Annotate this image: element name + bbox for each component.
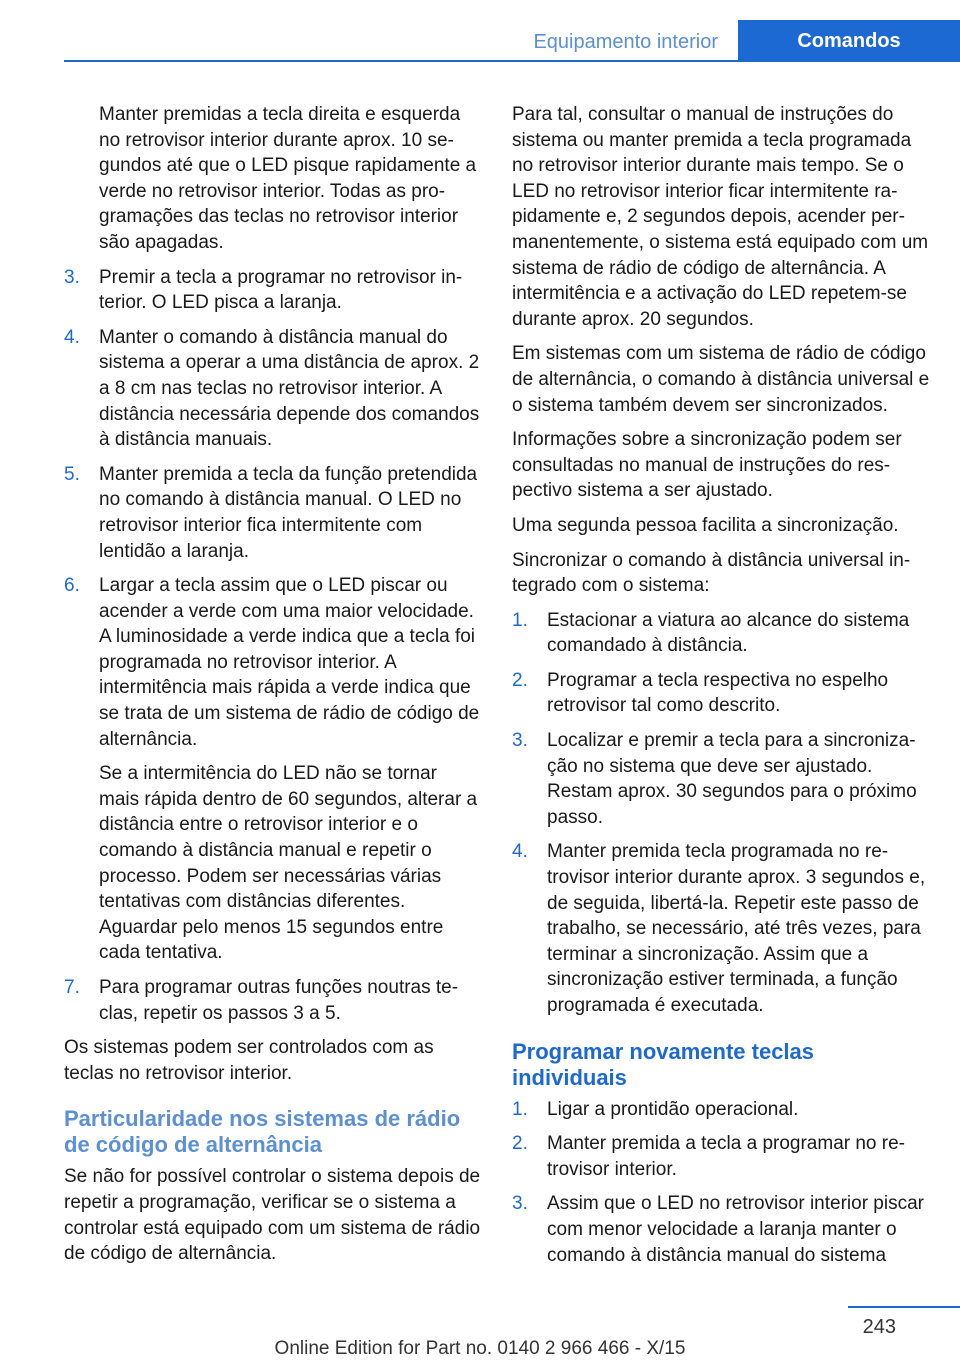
section-subheading: Particularidade nos sistemas de rádio de código de alternância — [64, 1106, 461, 1158]
step-text: Manter premida a tecla da função pretendida no comando à distância manual. O LED no retrovisor interior fica intermitente com lentidão a laranja. — [99, 463, 478, 562]
list-item — [512, 1097, 930, 1123]
left-column — [64, 102, 482, 1276]
step-text: Premir a tecla a programar no retrovisor interior. O LED pisca a laranja. — [99, 266, 463, 314]
list-item — [512, 1191, 930, 1268]
page-header — [0, 0, 960, 62]
step-text: Manter premida tecla programada no retrovisor interior durante aprox. 3 segundos e, de seguida, libertá-la. Repetir este passo de trabalho, se necessário, até três vezes, para terminar a sincronização. Assim que a sincronização estiver terminada, a função programada é executada. — [547, 841, 926, 1016]
step-text: Para programar outras funções noutras teclas, repetir os passos 3 a 5. — [99, 977, 459, 1024]
step-number: 6. — [64, 575, 80, 597]
subheading-paragraph: Se não for possível controlar o sistema depois de repetir a programação, verificar se o sistema a controlar está equipado com um sistema de rádio de código de alternância. — [64, 1166, 481, 1265]
list-item — [64, 265, 482, 316]
step-text: Localizar e premir a tecla para a sincronização no sistema que deve ser ajustado. Restam aprox. 30 segundos para o próximo passo. — [547, 730, 917, 828]
step-number: 2. — [512, 669, 528, 691]
programming-steps — [64, 265, 482, 1027]
list-item — [64, 325, 482, 453]
step-text: Ligar a prontidão operacional. — [547, 1098, 799, 1120]
step-number: 3. — [512, 730, 528, 752]
list-item — [512, 839, 930, 1018]
step-number: 3. — [512, 1193, 528, 1215]
step-continuation: Se a intermitência do LED não se tornar mais rápida dentro de 60 segundos, alterar a distância entre o retrovisor interior e o comando à distância manual e repetir o processo. Podem ser necessárias várias tentativas com distâncias diferentes. Aguardar pelo menos 15 segundos entre cada tentativa. — [99, 763, 478, 964]
step-number: 5. — [64, 463, 80, 485]
body-paragraph: Sincronizar o comando à distância universal integrado com o sistema: — [512, 549, 911, 597]
body-paragraph: Para tal, consultar o manual de instruções do sistema ou manter premida a tecla programada no retrovisor interior durante mais tempo. Se o LED no retrovisor interior ficar intermitente rapidamente e, 2 segundos depois, acender permanentemente, o sistema está equipado com um sistema de rádio de código de alternância. A intermitência e a activação do LED repetem-se durante aprox. 20 segundos. — [512, 104, 929, 330]
header-chapter-tab: Comandos — [738, 20, 960, 62]
footer-rule — [848, 1306, 960, 1308]
step-text: Manter o comando à distância manual do sistema a operar a uma distância de aprox. 2 a 8 cm nas teclas no retrovisor interior. A distância necessária depende dos comandos à distância manuais. — [99, 326, 480, 451]
list-item — [512, 1131, 930, 1182]
step-number: 1. — [512, 1098, 528, 1120]
step-text: Estacionar a viatura ao alcance do sistema comandado à distância. — [547, 609, 910, 657]
step-number: 3. — [64, 266, 80, 288]
header-rule — [64, 60, 960, 62]
edition-footer: Online Edition for Part no. 0140 2 966 466 - X/15 — [274, 1338, 686, 1359]
body-paragraph: Informações sobre a sincronização podem ser consultadas no manual de instruções do respectivo sistema a ser ajustado. — [512, 429, 902, 502]
step-text: Largar a tecla assim que o LED piscar ou acender a verde com uma maior velocidade. A luminosidade a verde indica que a tecla foi programada no retrovisor interior. A intermitência mais rápida a verde indica que se trata de um sistema de rádio de código de alternância. — [99, 575, 480, 750]
step-text: Assim que o LED no retrovisor interior piscar com menor velocidade a laranja manter o comando à distância manual do sistema — [547, 1193, 924, 1266]
section-heading: Programar novamente teclas individuais — [512, 1038, 815, 1090]
list-item — [64, 573, 482, 966]
list-item — [64, 975, 482, 1026]
step-number: 4. — [64, 326, 80, 348]
list-item — [512, 728, 930, 830]
step-number: 7. — [64, 977, 80, 998]
body-paragraph: Uma segunda pessoa facilita a sincronização. — [512, 514, 899, 536]
right-column — [512, 102, 930, 1277]
step-text: Manter premida a tecla a programar no retrovisor interior. — [547, 1133, 905, 1180]
list-item — [512, 608, 930, 659]
intro-paragraph: Manter premidas a tecla direita e esquerda no retrovisor interior durante aprox. 10 segundos até que o LED pisque rapidamente a verde no retrovisor interior. Todas as programações das teclas no retrovisor interior são apagadas. — [99, 104, 477, 253]
sync-steps — [512, 608, 930, 1019]
closing-paragraph: Os sistemas podem ser controlados com as teclas no retrovisor interior. — [64, 1037, 434, 1084]
step-number: 1. — [512, 609, 528, 631]
list-item — [64, 462, 482, 564]
reprogram-steps — [512, 1097, 930, 1269]
header-section-title: Equipamento interior — [533, 31, 718, 53]
step-number: 2. — [512, 1133, 528, 1155]
step-text: Programar a tecla respectiva no espelho retrovisor tal como descrito. — [547, 669, 889, 717]
step-number: 4. — [512, 841, 528, 863]
list-item — [512, 668, 930, 719]
page-number: 243 — [862, 1316, 896, 1338]
body-paragraph: Em sistemas com um sistema de rádio de código de alternância, o comando à distância universal e o sistema também devem ser sincronizados. — [512, 343, 930, 416]
